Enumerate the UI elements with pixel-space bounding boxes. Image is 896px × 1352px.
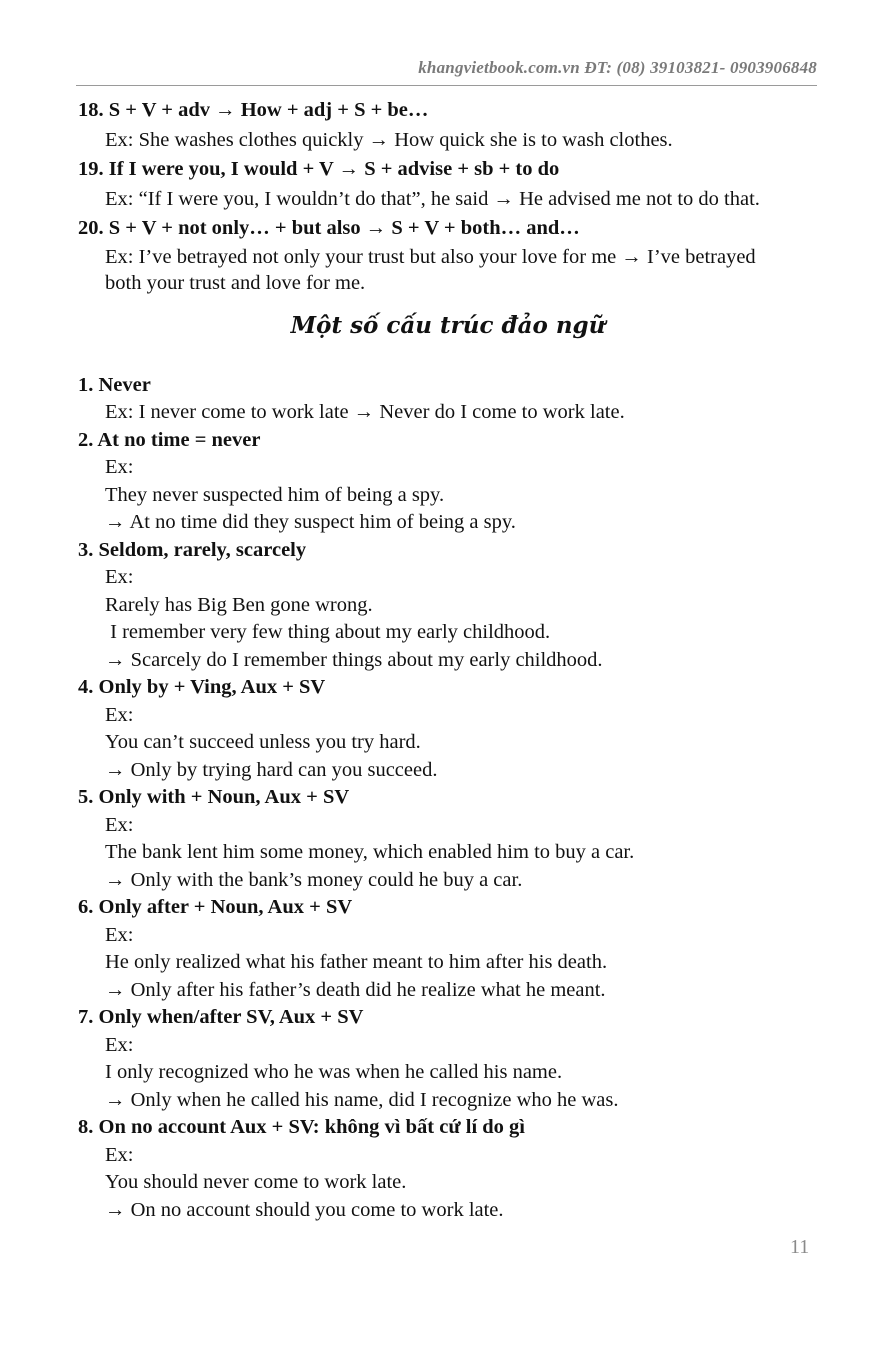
inversion-5-ex-label: Ex: bbox=[105, 814, 134, 836]
inversion-3-line: I remember very few thing about my early childhood. bbox=[105, 621, 551, 643]
inversion-2-ex-label: Ex: bbox=[105, 456, 134, 478]
item-19-example: Ex: “If I were you, I wouldn’t do that”, he said → He advised me not to do that. bbox=[105, 188, 760, 210]
item-20-example-line2: both your trust and love for me. bbox=[105, 272, 366, 294]
item-19-heading: 19. If I were you, I would + V → S + advise + sb + to do bbox=[78, 158, 560, 180]
section-title: Một số cấu trúc đảo ngữ bbox=[290, 312, 606, 339]
inversion-8-line: You should never come to work late. bbox=[105, 1171, 407, 1193]
inversion-8-heading: 8. On no account Aux + SV: không vì bất cứ lí do gì bbox=[78, 1116, 525, 1138]
item-20-heading: 20. S + V + not only… + but also → S + V + both… and… bbox=[78, 217, 580, 239]
inversion-3-line: → Scarcely do I remember things about my early childhood. bbox=[105, 649, 603, 671]
inversion-2-line: They never suspected him of being a spy. bbox=[105, 484, 445, 506]
item-18-heading: 18. S + V + adv → How + adj + S + be… bbox=[78, 99, 429, 121]
inversion-7-ex-label: Ex: bbox=[105, 1034, 134, 1056]
item-18-example: Ex: She washes clothes quickly → How quick she is to wash clothes. bbox=[105, 129, 673, 151]
inversion-7-line: I only recognized who he was when he called his name. bbox=[105, 1061, 563, 1083]
item-20-example-line1: Ex: I’ve betrayed not only your trust but also your love for me → I’ve betrayed bbox=[105, 246, 756, 268]
inversion-8-ex-label: Ex: bbox=[105, 1144, 134, 1166]
inversion-8-line: → On no account should you come to work late. bbox=[105, 1199, 504, 1221]
inversion-7-line: → Only when he called his name, did I recognize who he was. bbox=[105, 1089, 619, 1111]
inversion-6-line: → Only after his father’s death did he realize what he meant. bbox=[105, 979, 606, 1001]
page-header: khangvietbook.com.vn ĐT: (08) 39103821- 0903906848 bbox=[418, 58, 817, 77]
inversion-3-line: Rarely has Big Ben gone wrong. bbox=[105, 594, 373, 616]
inversion-4-line: → Only by trying hard can you succeed. bbox=[105, 759, 438, 781]
inversion-5-heading: 5. Only with + Noun, Aux + SV bbox=[78, 786, 350, 808]
inversion-2-heading: 2. At no time = never bbox=[78, 429, 261, 451]
inversion-6-line: He only realized what his father meant to him after his death. bbox=[105, 951, 608, 973]
header-divider bbox=[76, 85, 817, 86]
inversion-6-heading: 6. Only after + Noun, Aux + SV bbox=[78, 896, 353, 918]
inversion-2-line: → At no time did they suspect him of being a spy. bbox=[105, 511, 516, 533]
inversion-5-line: → Only with the bank’s money could he buy a car. bbox=[105, 869, 523, 891]
inversion-4-heading: 4. Only by + Ving, Aux + SV bbox=[78, 676, 326, 698]
inversion-4-ex-label: Ex: bbox=[105, 704, 134, 726]
inversion-3-ex-label: Ex: bbox=[105, 566, 134, 588]
inversion-4-line: You can’t succeed unless you try hard. bbox=[105, 731, 421, 753]
inversion-6-ex-label: Ex: bbox=[105, 924, 134, 946]
page-number: 11 bbox=[790, 1236, 810, 1258]
inversion-1-heading: 1. Never bbox=[78, 374, 151, 396]
inversion-3-heading: 3. Seldom, rarely, scarcely bbox=[78, 539, 307, 561]
inversion-1-example: Ex: I never come to work late → Never do I come to work late. bbox=[105, 401, 625, 423]
inversion-5-line: The bank lent him some money, which enabled him to buy a car. bbox=[105, 841, 635, 863]
inversion-7-heading: 7. Only when/after SV, Aux + SV bbox=[78, 1006, 364, 1028]
